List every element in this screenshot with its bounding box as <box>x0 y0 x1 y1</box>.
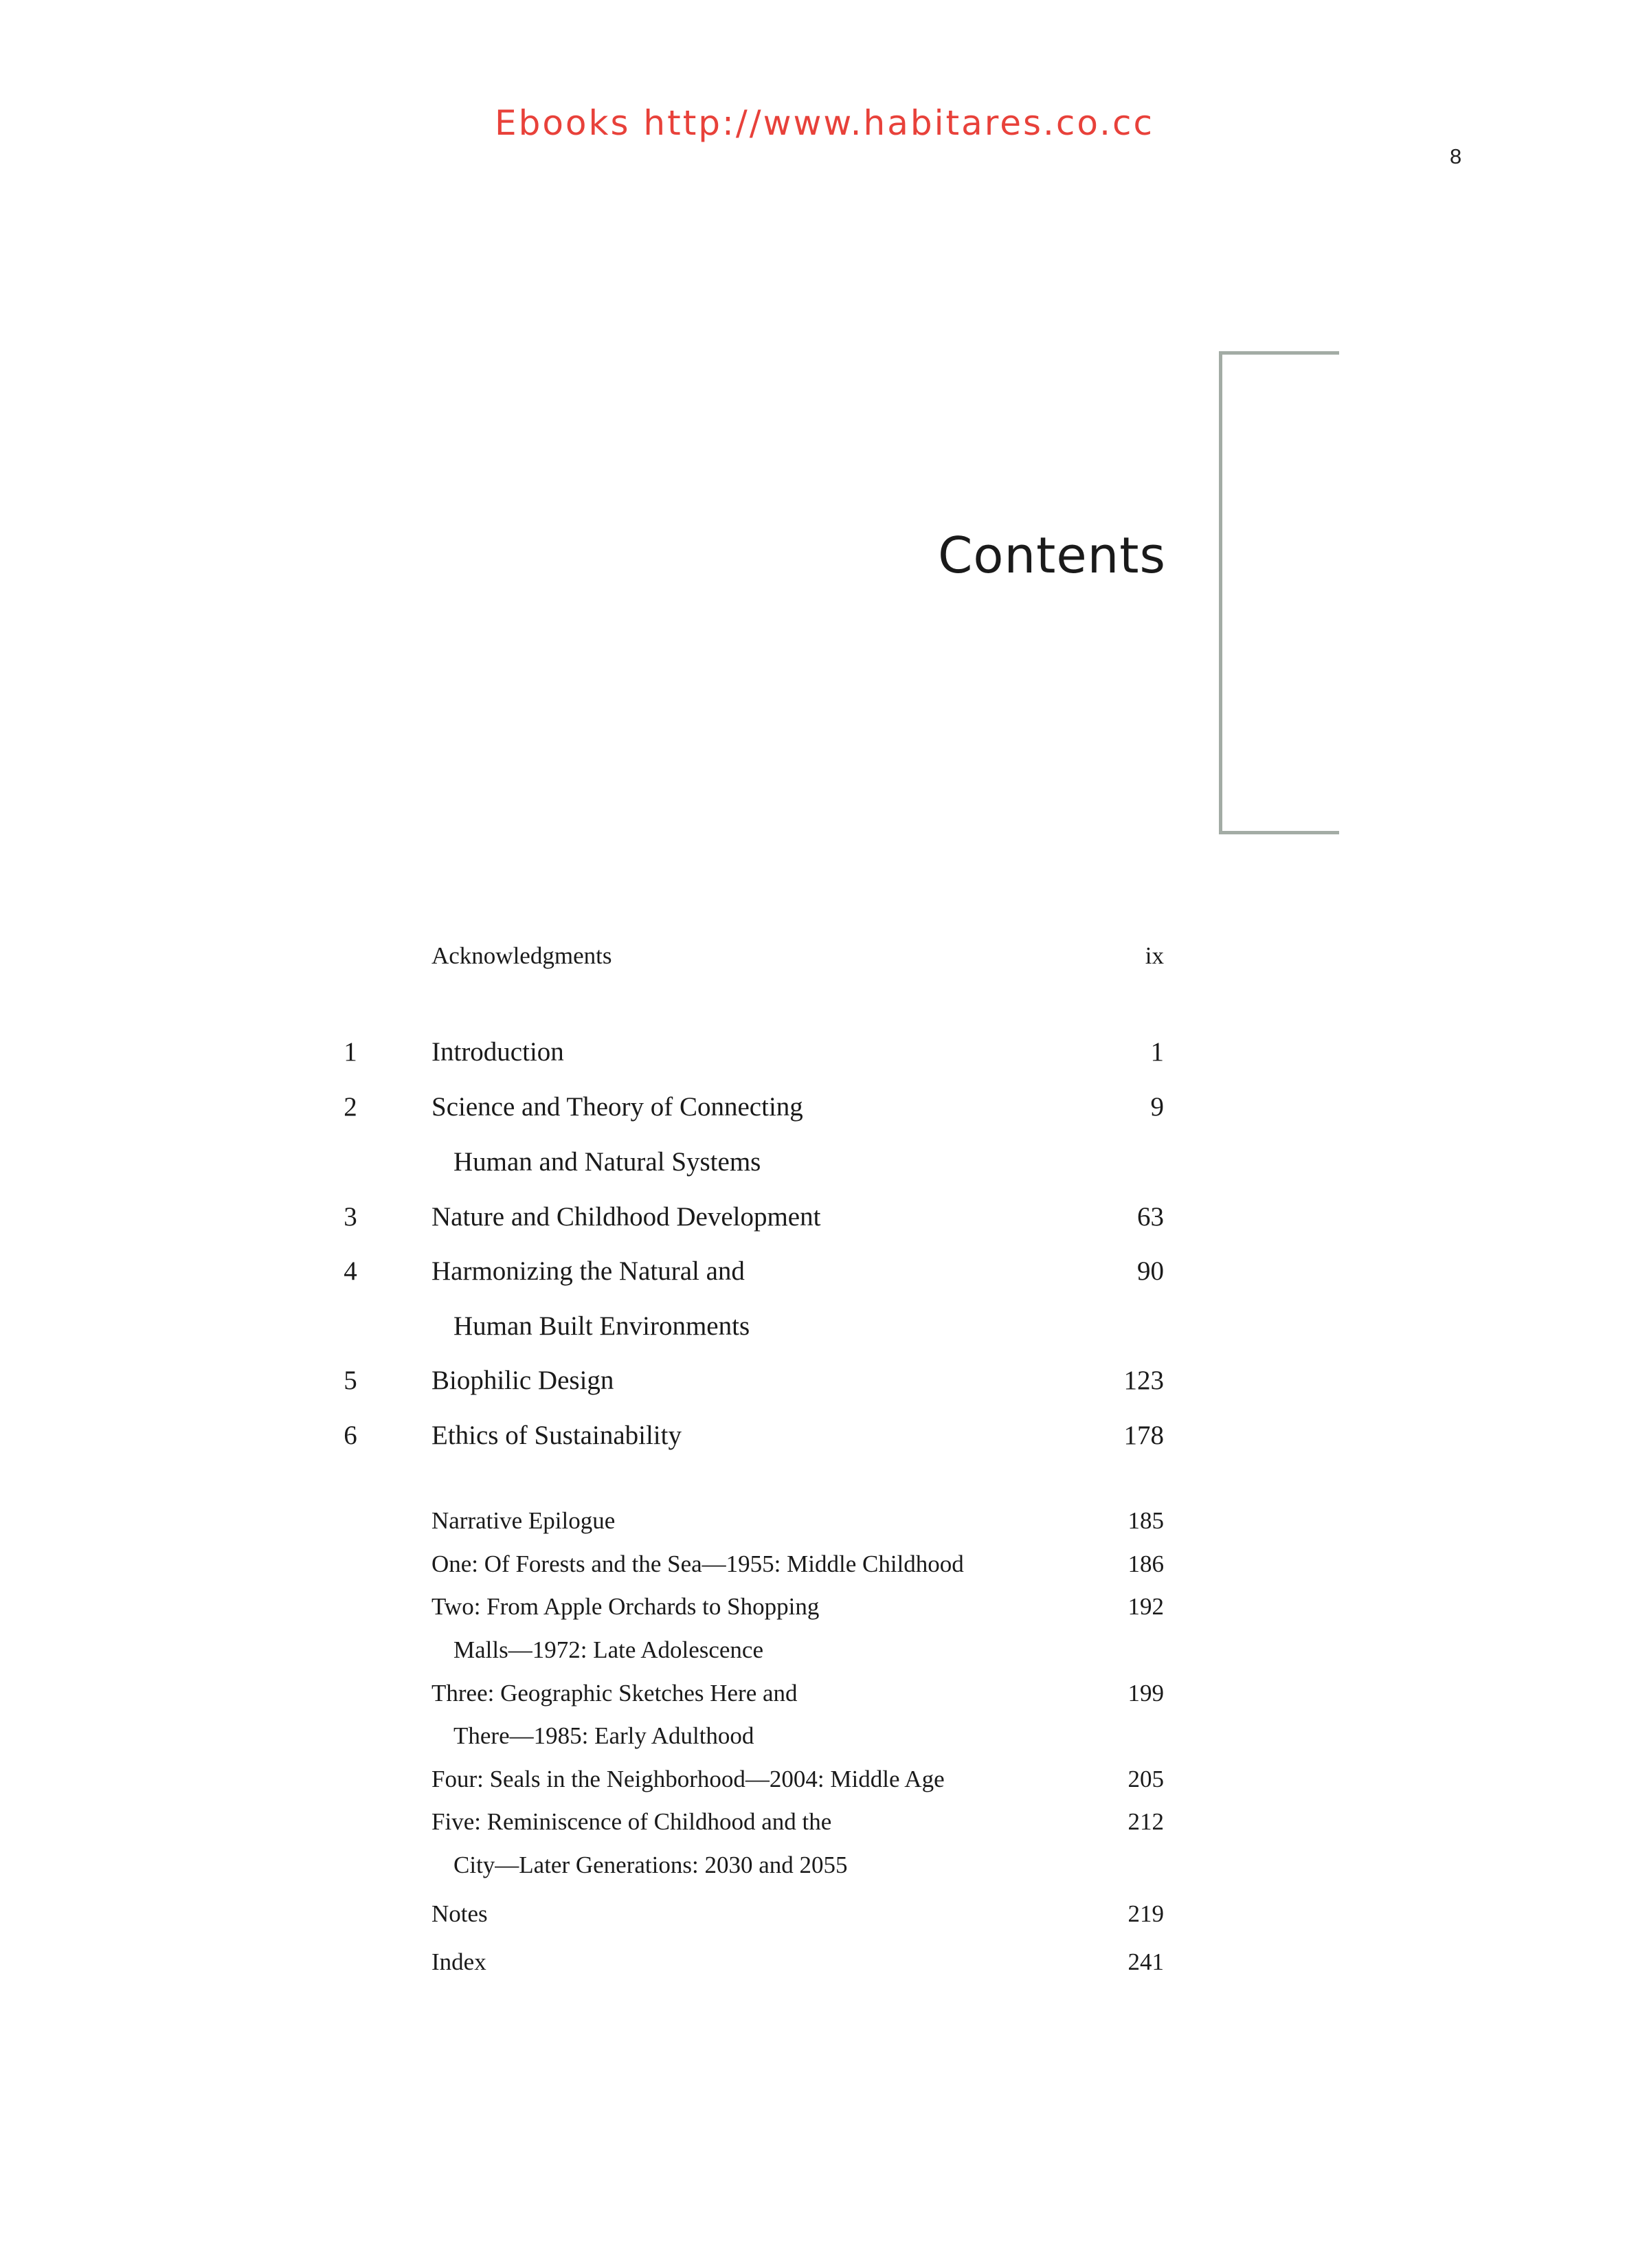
toc-entry-label: One: Of Forests and the Sea—1955: Middle Childhood <box>431 1550 964 1577</box>
chapter-page: 1 <box>1150 1037 1164 1067</box>
toc-entry-notes[interactable] <box>0 1900 1649 1955</box>
toc-entry-label: Three: Geographic Sketches Here and <box>431 1680 798 1706</box>
toc-entry-label: Index <box>431 1948 486 1975</box>
chapter-title: Biophilic Design <box>431 1366 614 1395</box>
toc-entry-label-continued: Malls—1972: Late Adolescence <box>453 1636 763 1663</box>
chapter-title: Science and Theory of Connecting <box>431 1092 803 1122</box>
toc-entry-page: 185 <box>1128 1507 1164 1534</box>
toc-entry-label: Notes <box>431 1900 488 1927</box>
chapter-page: 178 <box>1123 1421 1164 1450</box>
toc-entry-page: 205 <box>1128 1766 1164 1792</box>
toc-entry-label: Two: From Apple Orchards to Shopping <box>431 1593 820 1620</box>
toc-entry-page: 241 <box>1128 1948 1164 1975</box>
chapter-number: 5 <box>344 1366 357 1395</box>
chapter-page: 123 <box>1123 1366 1164 1395</box>
watermark-text: Ebooks http://www.habitares.co.cc <box>494 103 1154 143</box>
toc-chapter-6[interactable] <box>0 1420 1649 1475</box>
chapter-number: 3 <box>344 1202 357 1232</box>
page-number: 8 <box>1450 144 1462 168</box>
toc-entry-label-continued: City—Later Generations: 2030 and 2055 <box>453 1852 848 1878</box>
toc-entry-page: 212 <box>1128 1808 1164 1835</box>
toc-chapter-3[interactable] <box>0 1201 1649 1256</box>
toc-chapter-2-continued <box>0 1146 1649 1201</box>
decorative-bracket <box>1219 351 1339 834</box>
chapter-number: 4 <box>344 1256 357 1286</box>
toc-entry-page: ix <box>1145 942 1164 969</box>
chapter-title: Nature and Childhood Development <box>431 1202 821 1232</box>
toc-entry-page: 186 <box>1128 1550 1164 1577</box>
chapter-number: 6 <box>344 1421 357 1450</box>
chapter-title-continued: Human Built Environments <box>453 1311 750 1341</box>
toc-entry-label: Five: Reminiscence of Childhood and the <box>431 1808 832 1835</box>
toc-entry-index[interactable] <box>0 1948 1649 2003</box>
page-title: Contents <box>938 526 1166 584</box>
chapter-number: 1 <box>344 1037 357 1067</box>
toc-entry-page: 199 <box>1128 1680 1164 1706</box>
chapter-title: Harmonizing the Natural and <box>431 1256 745 1286</box>
toc-entry-acknowledgments[interactable] <box>0 942 1649 997</box>
toc-chapter-4[interactable] <box>0 1256 1649 1311</box>
chapter-page: 90 <box>1137 1256 1164 1286</box>
chapter-page: 9 <box>1150 1092 1164 1122</box>
chapter-title: Ethics of Sustainability <box>431 1421 682 1450</box>
toc-entry-page: 219 <box>1128 1900 1164 1927</box>
toc-chapter-5[interactable] <box>0 1365 1649 1420</box>
toc-entry-epilogue-five-continued <box>0 1852 1649 1906</box>
toc-entry-page: 192 <box>1128 1593 1164 1620</box>
chapter-page: 63 <box>1137 1202 1164 1232</box>
toc-chapter-1[interactable] <box>0 1036 1649 1091</box>
toc-entry-label: Four: Seals in the Neighborhood—2004: Middle Age <box>431 1766 945 1792</box>
toc-entry-label: Narrative Epilogue <box>431 1507 616 1534</box>
chapter-number: 2 <box>344 1092 357 1122</box>
toc-entry-label: Acknowledgments <box>431 942 612 969</box>
chapter-title-continued: Human and Natural Systems <box>453 1147 761 1177</box>
toc-chapter-4-continued <box>0 1311 1649 1366</box>
chapter-title: Introduction <box>431 1037 564 1067</box>
toc-chapter-2[interactable] <box>0 1091 1649 1146</box>
toc-entry-label-continued: There—1985: Early Adulthood <box>453 1722 754 1749</box>
